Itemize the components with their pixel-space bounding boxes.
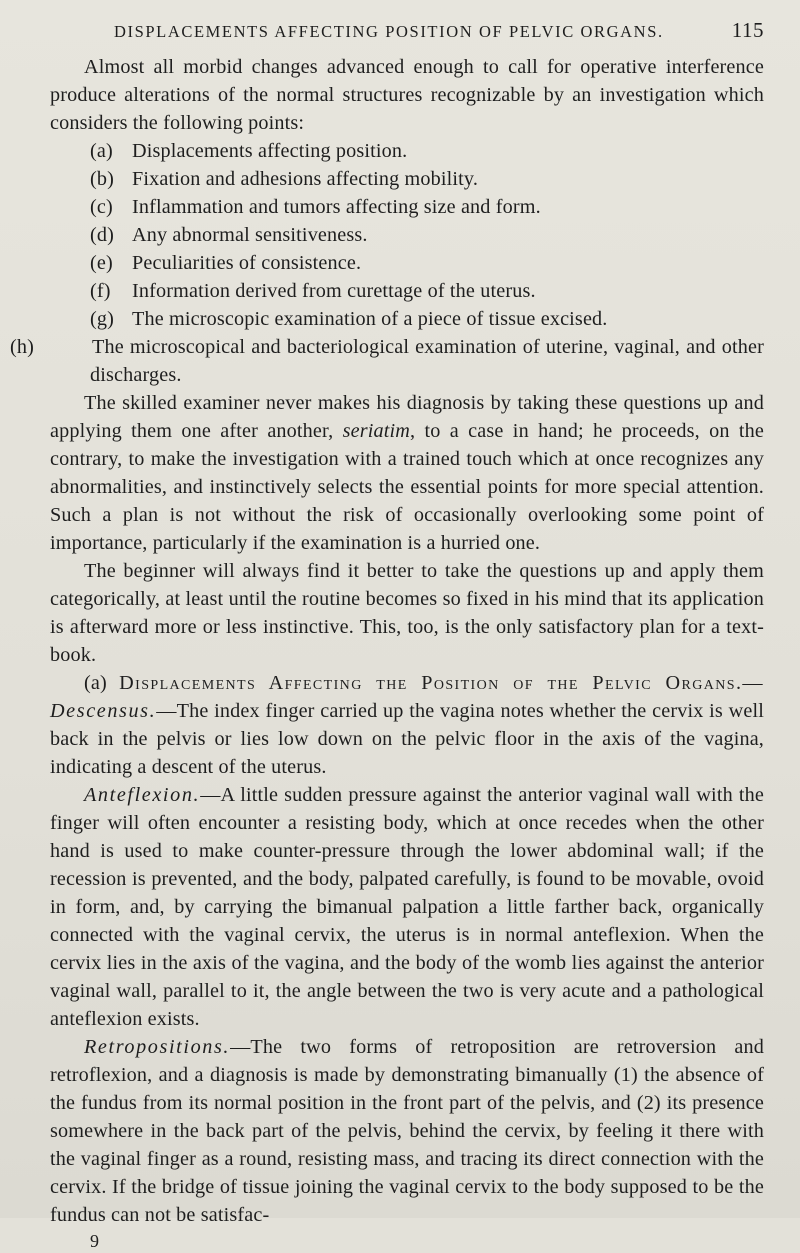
examination-points-list bbox=[10, 137, 764, 389]
list-item-label: (g) bbox=[90, 308, 114, 330]
list-item bbox=[50, 305, 764, 333]
list-item-label: (a) bbox=[90, 140, 113, 162]
list-item-label: (c) bbox=[90, 196, 113, 218]
retropositions-paragraph bbox=[50, 1033, 764, 1229]
section-label: (a) bbox=[84, 672, 107, 694]
descensus-term: Descensus. bbox=[50, 700, 157, 722]
list-item-text: Peculiarities of consistence. bbox=[132, 252, 362, 274]
list-item bbox=[50, 277, 764, 305]
paragraph-text: The skilled examiner never makes his diagnosis by taking these questions up and applying them one after another, bbox=[50, 392, 764, 442]
list-item-label: (d) bbox=[90, 224, 114, 246]
list-item bbox=[50, 221, 764, 249]
list-item bbox=[50, 165, 764, 193]
list-item-text: The microscopic examination of a piece of tissue excised. bbox=[132, 308, 608, 330]
list-item-text: Any abnormal sensitiveness. bbox=[132, 224, 368, 246]
list-item-label: (e) bbox=[90, 252, 113, 274]
signature-mark: 9 bbox=[90, 1231, 99, 1251]
paragraph-text: —A little sudden pressure against the anterior vaginal wall with the finger will often encounter a resisting body, which at once recedes when the other hand is used to make counter-pressure through the lower abdominal wall; if the recession is prevented, and the body, palpated carefully, is found to be movable, ovoid in form, and, by carrying the bimanual palpation a little farther back, organically connected with the vaginal cervix, the uterus is in normal anteflexion. When the cervix lies in the axis of the vagina, and the body of the womb lies against the anterior vaginal wall, parallel to it, the angle between the two is very acute and a pathological anteflexion exists. bbox=[50, 784, 764, 1030]
list-item bbox=[50, 137, 764, 165]
skilled-examiner-paragraph bbox=[50, 389, 764, 557]
list-item-text: The microscopical and bacteriological examination of uterine, vaginal, and other discharges. bbox=[90, 336, 764, 386]
page-number: 115 bbox=[731, 18, 764, 42]
list-item bbox=[50, 193, 764, 221]
running-head bbox=[114, 18, 764, 43]
list-item-text: Inflammation and tumors affecting size and form. bbox=[132, 196, 541, 218]
running-head-title: DISPLACEMENTS AFFECTING POSITION OF PELVIC ORGANS. bbox=[114, 22, 664, 41]
intro-paragraph: Almost all morbid changes advanced enough to call for operative interference produce alterations of the normal structures recognizable by an investigation which considers the following points: bbox=[50, 56, 764, 134]
list-item-text: Fixation and adhesions affecting mobility. bbox=[132, 168, 479, 190]
paragraph-text: —The index finger carried up the vagina notes whether the cervix is well back in the pelvis or lies low down on the pelvic floor in the axis of the vagina, indicating a descent of the uterus. bbox=[50, 700, 764, 778]
list-item-label: (b) bbox=[90, 168, 114, 190]
body-text bbox=[10, 53, 764, 1229]
list-item bbox=[50, 249, 764, 277]
list-item-text: Displacements affecting position. bbox=[132, 140, 408, 162]
list-item-text: Information derived from curettage of the uterus. bbox=[132, 280, 536, 302]
list-item bbox=[10, 333, 764, 389]
italic-term: seriatim bbox=[342, 420, 410, 442]
list-item-label: (f) bbox=[90, 280, 111, 302]
paragraph-text: —The two forms of retroposition are retroversion and retroflexion, and a diagnosis is made by demonstrating bimanually (1) the absence of the fundus from its normal position in the front part of the pelvis, and (2) its presence somewhere in the back part of the pelvis, behind the cervix, by feeling it there with the vaginal finger as a round, resisting mass, and tracing its direct connection with the cervix. If the bridge of tissue joining the vaginal cervix to the body supposed to be the fundus can not be satisfac- bbox=[50, 1036, 764, 1226]
paragraph-text: , to a case in hand; he proceeds, on the contrary, to make the investigation with a trained touch which at once recognizes any abnormalities, and instinctively selects the essential points for more special attention. Such a plan is not without the risk of occasionally overlooking some point of importance, particularly if the examination is a hurried one. bbox=[50, 420, 764, 554]
list-item-label: (h) bbox=[10, 336, 34, 358]
section-heading: Displacements Affecting the Position of the Pelvic Organs.— bbox=[119, 672, 764, 694]
section-a-paragraph bbox=[50, 669, 764, 781]
retropositions-term: Retropositions. bbox=[84, 1036, 231, 1058]
anteflexion-term: Anteflexion. bbox=[84, 784, 201, 806]
anteflexion-paragraph bbox=[50, 781, 764, 1033]
beginner-paragraph: The beginner will always find it better to take the questions up and apply them categorically, at least until the routine becomes so fixed in his mind that its application is afterward more or less instinctive. This, too, is the only satisfactory plan for a text-book. bbox=[50, 560, 764, 666]
